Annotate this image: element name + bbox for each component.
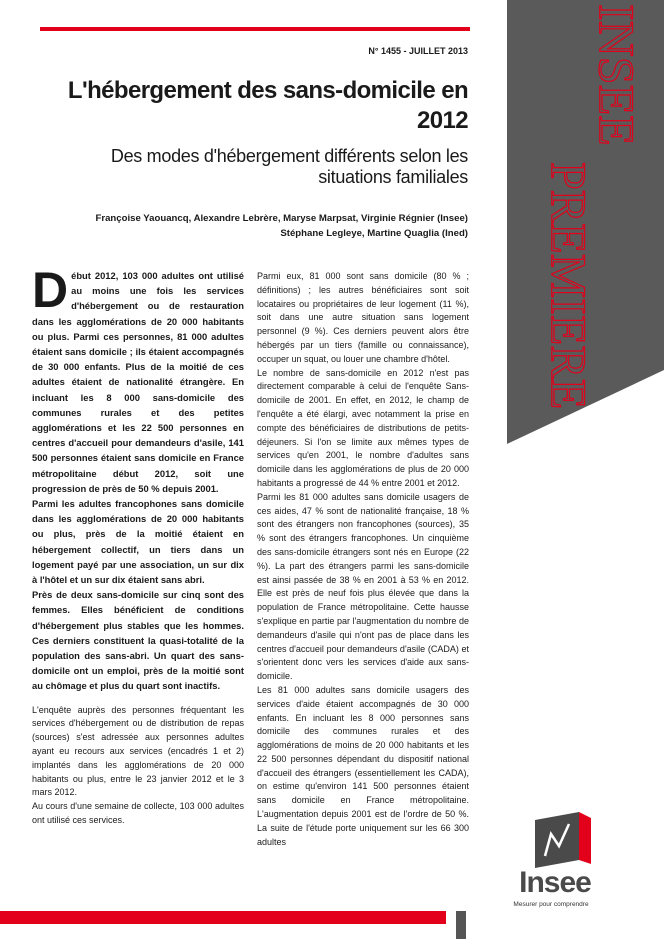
lead-paragraph-1: ébut 2012, 103 000 adultes ont utilisé au moins une fois les services d'hébergement ou de restauration dans les agglomérations de 20 000 habitants ou plus. Parmi ces personnes, 81 000 adultes étaient sans domicile ; ils étaient accompagnés de 30 000 enfants. Plus de la moitié de ces adultes étaient de nationalité étrangère. En incluant les 8 000 sans-domicile des communes rurales et des petites agglomérations et les 22 500 personnes en centres d'accueil pour demandeurs d'asile, 141 500 personnes étaient sans domicile en France métropolitaine début 2012, soit une progression de près de 50 % depuis 2001. bbox=[32, 270, 244, 494]
lead-paragraph-2: Parmi les adultes francophones sans domicile dans les agglomérations de 20 000 habitants ou plus, près de la moitié étaient en hébergement collectif, un tiers dans un logement payé par une association, un sur dix à l'hôtel et un sur dix étaient sans abri. bbox=[32, 498, 244, 586]
body-paragraph: Au cours d'une semaine de collecte, 103 000 adultes ont utilisé ces services. bbox=[32, 801, 244, 826]
logo-name: Insee bbox=[519, 866, 591, 899]
left-column bbox=[32, 262, 244, 828]
lead-paragraph-3: Près de deux sans-domicile sur cinq sont des femmes. Elles bénéficient de conditions d'hébergement plus stables que les hommes. Ces derniers constituent la quasi-totalité de la population des sans-abri. Un quart des sans-domicile ont un emploi, près de la moitié sont au chômage et plus du quart sont inactifs. bbox=[32, 589, 244, 692]
body-paragraph: Le nombre de sans-domicile en 2012 n'est pas directement comparable à celui de l'enquête Sans-domicile de 2001. En effet, en 2012, le champ de l'enquête a été élargi, avec notamment la prise en compte des bénéficiaires de distributions de petits-déjeuners. Si l'on se limite aux mêmes types de services qu'en 2001, le nombre d'adultes sans domicile dans les agglomérations de plus de 20 000 habitants a progressé de 44 % entre 2001 et 2012. bbox=[257, 367, 469, 488]
page-subtitle: Des modes d'hébergement différents selon les situations familiales bbox=[110, 146, 468, 187]
lead-summary bbox=[32, 262, 244, 694]
series-line2: PREMIERE bbox=[541, 162, 597, 410]
issue-number: N° 1455 - JUILLET 2013 bbox=[368, 46, 468, 56]
series-line1: INSEE bbox=[589, 4, 645, 146]
body-paragraph: Parmi les 81 000 adultes sans domicile usagers de ces aides, 47 % sont de nationalité française, 18 % sont des étrangers non francophones (sources), 35 % sont des étrangers francophones. Un cinquième des sans-domicile étrangers sont nés en Europe (22 %). La part des étrangers parmi les sans-domicile est ainsi passée de 38 % en 2001 à 53 % en 2012. Elle est près de neuf fois plus élevée que dans la population de France métropolitaine. Cette hausse s'explique en partie par l'augmentation du nombre de demandeurs d'asile qui n'ont pas de place dans les centres d'accueil pour demandeurs d'asile (CADA) et s'orientent donc vers les services d'aide aux sans-domicile. bbox=[257, 491, 469, 682]
body-paragraph: L'enquête auprès des personnes fréquentant les services d'hébergement ou de distribution de repas (sources) s'est adressée aux personnes adultes ayant eu recours aux services (encadrés 1 et 2) implantés dans les agglomérations de 20 000 habitants ou plus, entre le 23 janvier 2012 et le 3 mars 2012. bbox=[32, 704, 244, 798]
series-wordmark bbox=[541, 4, 646, 410]
right-column bbox=[257, 270, 469, 849]
authors-line2: Stéphane Legleye, Martine Quaglia (Ined) bbox=[280, 228, 468, 239]
authors-line1: Françoise Yaouancq, Alexandre Lebrère, Maryse Marpsat, Virginie Régnier (Insee) bbox=[95, 213, 468, 224]
top-red-rule bbox=[40, 27, 470, 31]
authors bbox=[40, 211, 468, 241]
dropcap: D bbox=[32, 262, 69, 318]
page-title: L'hébergement des sans-domicile en 2012 bbox=[67, 77, 468, 134]
bottom-grey-bar bbox=[456, 911, 466, 939]
body-paragraph: Les 81 000 adultes sans domicile usagers des services d'aide étaient accompagnés de 30 000 enfants. En incluant les 8 000 personnes sans domicile des communes rurales et des agglomérations de moins de 20 000 habitants et les 22 500 personnes dépendant du dispositif national d'accueil des étrangers (essentiellement les CADA), on estime qu'environ 141 500 personnes étaient sans domicile en France métropolitaine. L'augmentation depuis 2001 est de l'ordre de 50 %. La suite de l'étude porte uniquement sur les 66 300 adultes bbox=[257, 684, 469, 847]
bottom-red-bar bbox=[0, 911, 446, 924]
body-paragraph: Parmi eux, 81 000 sont sans domicile (80 % ; définitions) ; les autres bénéficiaires sont soit locataires ou propriétaires de leur logement (11 %), soit dans une autre situation sans logement personnel (9 %). Ces derniers peuvent alors être hébergés par un tiers (famille ou connaissance), occuper un squat, ou louer une chambre d'hôtel. bbox=[257, 271, 469, 364]
logo-tagline: Mesurer pour comprendre bbox=[513, 901, 589, 908]
